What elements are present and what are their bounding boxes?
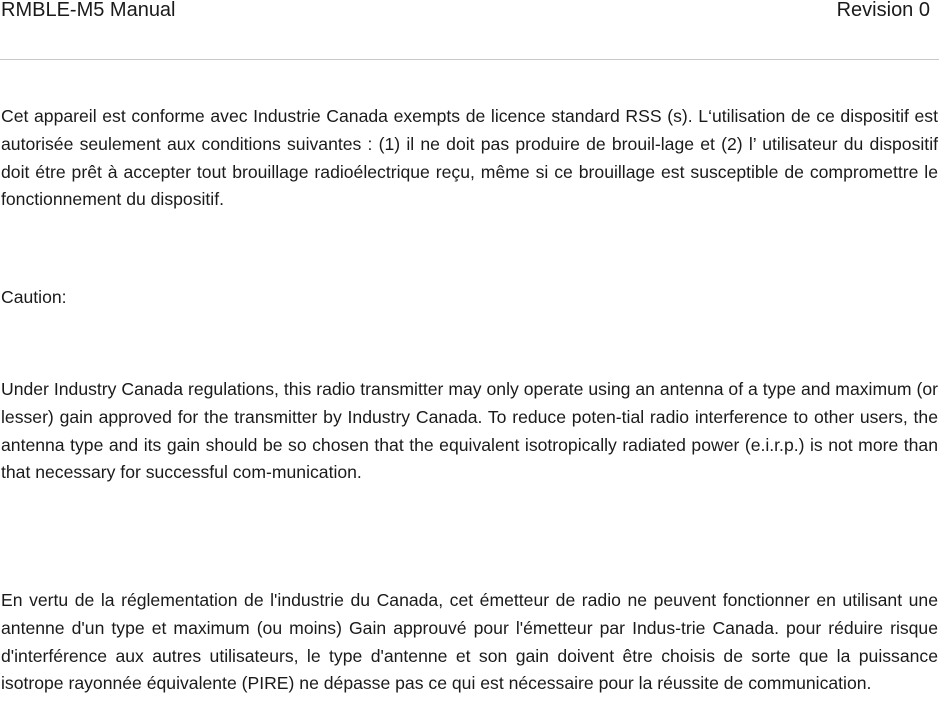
antenna-paragraph-french: En vertu de la réglementation de l'industrie du Canada, cet émetteur de radio ne peuvent fonctionner en utilisant une antenne d'un type et maximum (ou moins) Gain approuvé pour l'émetteur par Indus-trie Canada. pour réduire risque d'interférence aux autres utilisateurs, le type d'antenne et son gain doivent être choisis de sorte que la puissance isotrope rayonnée équivalente (PIRE) ne dépasse pas ce qui est nécessaire pour la réussite de communication. [1, 590, 938, 694]
caution-heading: Caution: [1, 287, 67, 307]
header-divider [0, 59, 939, 60]
page-header [0, 0, 939, 26]
ic-compliance-paragraph-french: Cet appareil est conforme avec Industrie Canada exempts de licence standard RSS (s). L‘utilisation de ce dispositif est autorisée seulement aux conditions suivantes : (1) il ne doit pas produire de brouil-lage et (2) l’ utilisateur du dispositif doit étre prêt à accepter tout brouillage radioélectrique reçu, même si ce brouillage est susceptible de compromettre le fonctionnement du dispositif. [1, 106, 938, 210]
antenna-paragraph-english: Under Industry Canada regulations, this radio transmitter may only operate using an antenna of a type and maximum (or lesser) gain approved for the transmitter by Industry Canada. To reduce poten-tial radio interference to other users, the antenna type and its gain should be so chosen that the equivalent isotropically radiated power (e.i.r.p.) is not more than that necessary for successful com-munication. [1, 379, 938, 483]
document-title: RMBLE-M5 Manual [1, 0, 176, 21]
revision-label: Revision 0 [836, 0, 930, 21]
